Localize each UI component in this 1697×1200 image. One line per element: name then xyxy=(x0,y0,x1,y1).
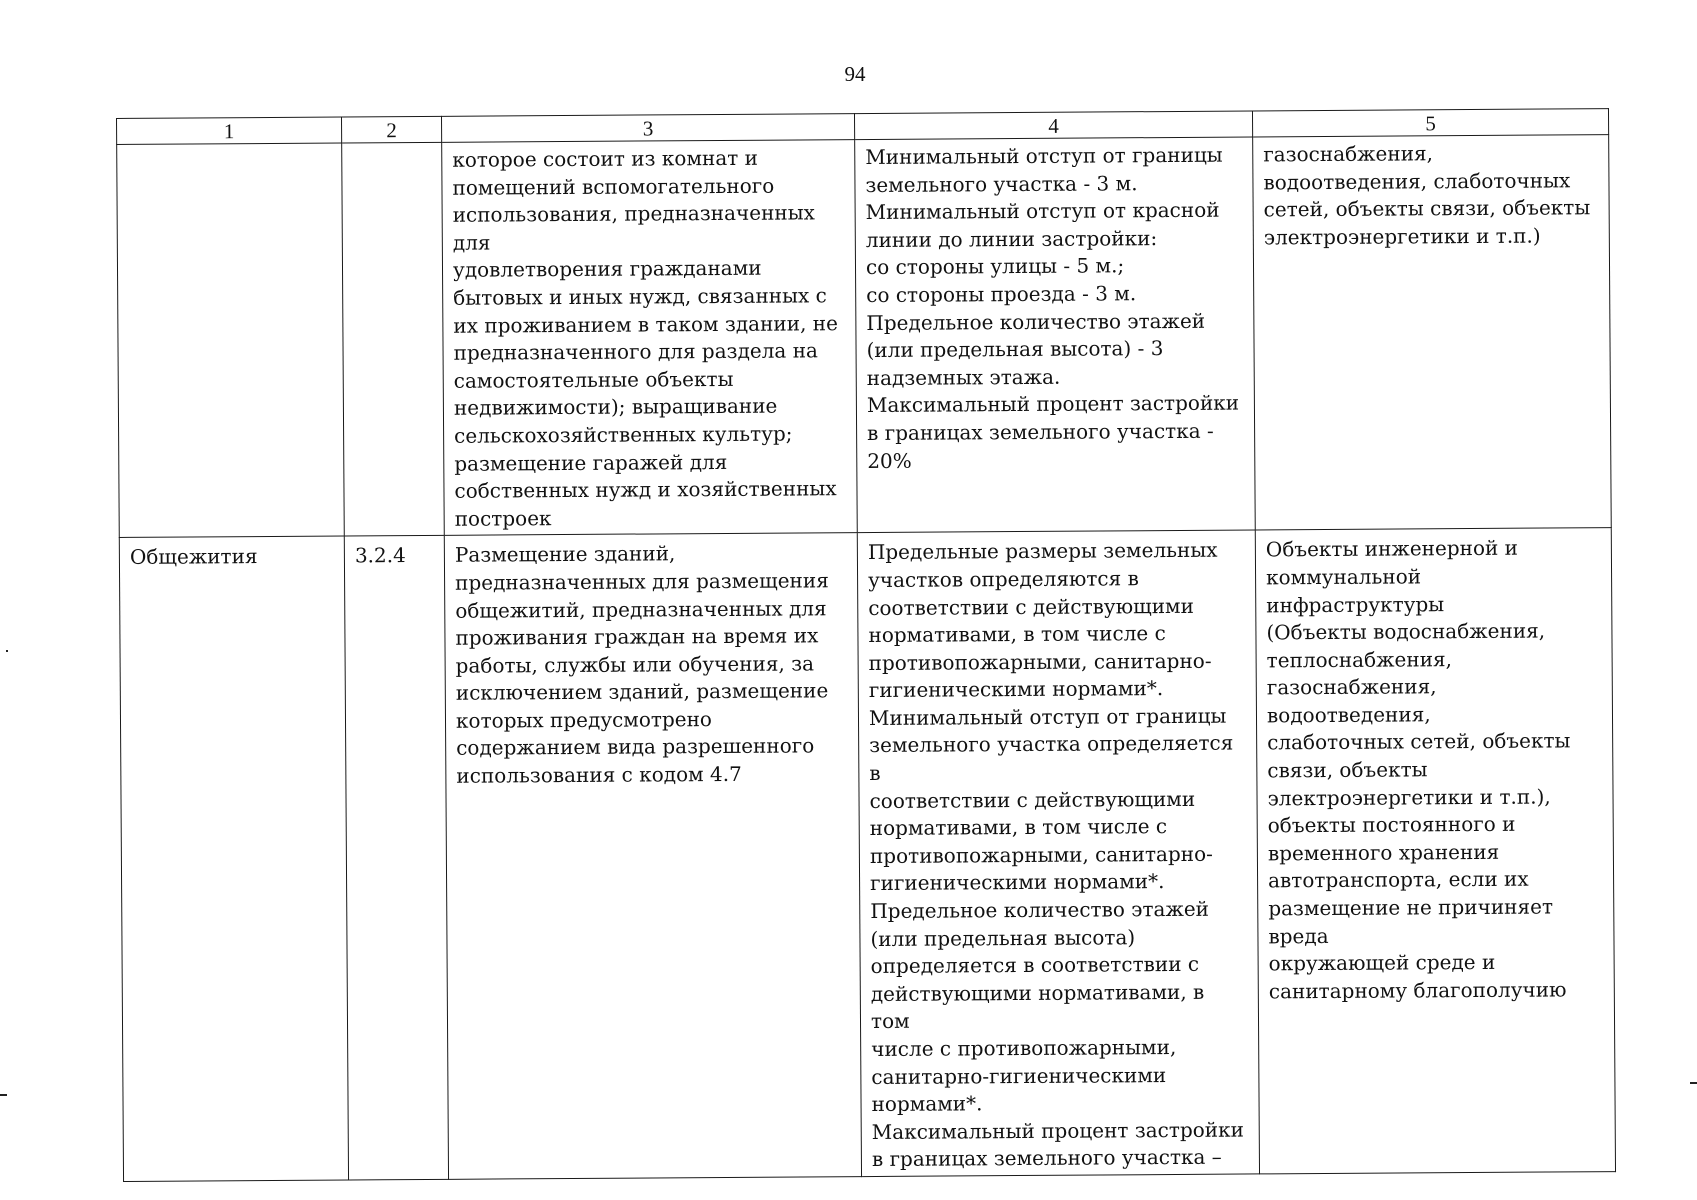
parameters-cell: Предельные размеры земельных участков определяются в соответствии с действующими нормативами, в том числе с противопожарными, санитарно- гигиеническими нормами*. Минимальный отступ от границы земельного участка определяется в соответствии с действующими нормативами, в том числе с противопожарными, санитарно- гигиеническими нормами*. Предельное количество этажей (или предельная высота) определяется в соответствии с действующими нормативами, в том числе с противопожарными, санитарно-гигиеническими нормами*. Максимальный процент застройки в границах земельного участка – xyxy=(857,530,1259,1176)
description-cell: которое состоит из комнат и помещений вспомогательного использования, предназначенных для удовлетворения гражданами бытовых и иных нужд, связанных с их проживанием в таком здании, не предназначенного для раздела на самостоятельные объекты недвижимости); выращивание сельскохозяйственных культур; размещение гаражей для собственных нужд и хозяйственных построек xyxy=(442,140,858,536)
page-number: 94 xyxy=(844,62,866,86)
column-header-1: 1 xyxy=(117,117,342,144)
auxiliary-uses-cell: Объекты инженерной и коммунальной инфраструктуры (Объекты водоснабжения, теплоснабжения, газоснабжения, водоотведения, слаботочных сетей, объекты связи, объекты электроэнергетики и т.п.), объекты постоянного и временного хранения автотранспорта, если их размещение не причиняет вреда окружающей среде и санитарному благополучию xyxy=(1255,528,1615,1174)
column-header-3: 3 xyxy=(441,114,854,143)
column-header-5: 5 xyxy=(1252,109,1608,137)
use-name-cell xyxy=(117,143,345,538)
use-code-cell xyxy=(342,142,445,536)
parameters-cell: Минимальный отступ от границы земельного участка - 3 м. Минимальный отступ от красной линии до линии застройки: со стороны улицы - 5 м.; со стороны проезда - 3 м. Предельное количество этажей (или предельная высота) - 3 надземных этажа. Максимальный процент застройки в границах земельного участка - 20% xyxy=(855,137,1256,533)
scan-edge-mark xyxy=(6,650,8,652)
land-use-table xyxy=(116,108,1616,1182)
scan-edge-mark xyxy=(0,1094,7,1096)
table-row xyxy=(119,528,1615,1182)
use-name-cell: Общежития xyxy=(119,536,348,1181)
use-code-cell: 3.2.4 xyxy=(344,536,448,1180)
column-header-4: 4 xyxy=(854,111,1252,140)
auxiliary-uses-cell: газоснабжения, водоотведения, слаботочных сетей, объекты связи, объекты электроэнергетики и т.п.) xyxy=(1253,135,1612,531)
table-row xyxy=(117,135,1612,538)
scan-edge-mark xyxy=(1690,1082,1697,1084)
description-cell: Размещение зданий, предназначенных для размещения общежитий, предназначенных для проживания граждан на время их работы, службы или обучения, за исключением зданий, размещение которых предусмотрено содержанием вида разрешенного использования с кодом 4.7 xyxy=(444,533,861,1179)
column-header-2: 2 xyxy=(341,116,441,143)
